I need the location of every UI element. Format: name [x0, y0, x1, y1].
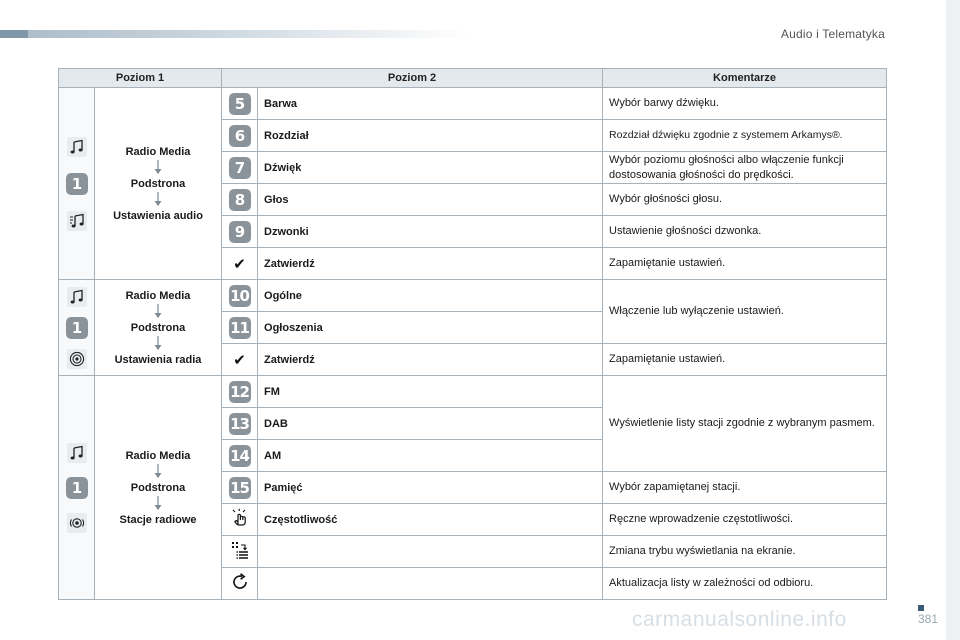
setting-name: Częstotliwość	[258, 504, 603, 536]
level1-icons-stations	[59, 376, 95, 600]
down-arrow-icon	[153, 464, 163, 480]
setting-comment: Wybór zapamiętanej stacji.	[603, 472, 887, 504]
path-step: Radio Media	[125, 449, 191, 462]
step-badge: 10	[230, 286, 249, 305]
path-step: Podstrona	[130, 177, 186, 190]
music-note-icon	[67, 287, 87, 307]
step-badge: 15	[230, 478, 249, 497]
level1-icons-audio	[59, 88, 95, 280]
check-icon: ✔	[233, 351, 246, 369]
setting-name	[258, 568, 603, 600]
step-badge: 9	[229, 221, 251, 243]
step-badge: 6	[229, 125, 251, 147]
check-icon: ✔	[233, 255, 246, 273]
page-number: 381	[917, 612, 938, 626]
step-badge: 12	[230, 382, 249, 401]
list-view-icon	[230, 540, 250, 560]
setting-name: Rozdział	[258, 120, 603, 152]
path-step: Podstrona	[130, 321, 186, 334]
header-level2: Poziom 2	[222, 69, 603, 88]
level-badge: 1	[66, 317, 88, 339]
down-arrow-icon	[153, 496, 163, 512]
setting-comment: Ręczne wprowadzenie częstotliwości.	[603, 504, 887, 536]
down-arrow-icon	[153, 192, 163, 208]
page-edge-strip	[946, 0, 960, 640]
step-badge: 11	[230, 318, 249, 337]
table-row	[59, 88, 887, 120]
level1-icons-radio-settings	[59, 280, 95, 376]
level-badge: 1	[66, 477, 88, 499]
level1-path-radio-settings	[95, 280, 222, 376]
setting-comment: Zapamiętanie ustawień.	[603, 344, 887, 376]
level-badge: 1	[66, 173, 88, 195]
setting-comment: Aktualizacja listy w zależności od odbioru.	[603, 568, 887, 600]
radio-icon	[67, 349, 87, 369]
path-step: Radio Media	[125, 289, 191, 302]
setting-name: Ogłoszenia	[258, 312, 603, 344]
music-note-icon	[67, 443, 87, 463]
step-badge: 7	[229, 157, 251, 179]
setting-name: Zatwierdź	[258, 248, 603, 280]
setting-comment: Zapamiętanie ustawień.	[603, 248, 887, 280]
table-row	[59, 376, 887, 408]
setting-name: Ogólne	[258, 280, 603, 312]
setting-name	[258, 536, 603, 568]
setting-comment: Zmiana trybu wyświetlania na ekranie.	[603, 536, 887, 568]
header-bar	[0, 30, 470, 38]
table-row	[59, 280, 887, 312]
setting-name: Pamięć	[258, 472, 603, 504]
setting-name: Barwa	[258, 88, 603, 120]
path-step: Radio Media	[125, 145, 191, 158]
music-note-icon	[67, 137, 87, 157]
hand-touch-icon	[230, 508, 250, 528]
setting-name: Dzwonki	[258, 216, 603, 248]
down-arrow-icon	[153, 304, 163, 320]
header-comments: Komentarze	[603, 69, 887, 88]
setting-comment: Włączenie lub wyłączenie ustawień.	[603, 280, 887, 344]
level1-path-stations	[95, 376, 222, 600]
header-level1: Poziom 1	[59, 69, 222, 88]
path-step: Podstrona	[130, 481, 186, 494]
section-title: Audio i Telematyka	[780, 27, 885, 41]
music-settings-icon	[67, 211, 87, 231]
down-arrow-icon	[153, 160, 163, 176]
setting-name: AM	[258, 440, 603, 472]
path-step: Ustawienia radia	[114, 353, 202, 366]
down-arrow-icon	[153, 336, 163, 352]
setting-comment: Wybór poziomu głośności albo włączenie funkcji dostosowania głośności do prędkości.	[603, 152, 887, 184]
path-step: Ustawienia audio	[113, 209, 203, 222]
table-header-row	[59, 69, 887, 88]
step-badge: 8	[229, 189, 251, 211]
level1-path-audio	[95, 88, 222, 280]
step-badge: 14	[230, 446, 249, 465]
page-marker	[918, 605, 924, 611]
setting-comment: Ustawienie głośności dzwonka.	[603, 216, 887, 248]
setting-comment: Rozdział dźwięku zgodnie z systemem Arkamys®.	[603, 120, 887, 152]
setting-comment: Wyświetlenie listy stacji zgodnie z wybranym pasmem.	[603, 376, 887, 472]
setting-name: Głos	[258, 184, 603, 216]
setting-comment: Wybór barwy dźwięku.	[603, 88, 887, 120]
setting-comment: Wybór głośności głosu.	[603, 184, 887, 216]
refresh-icon	[230, 572, 250, 592]
step-badge: 5	[229, 93, 251, 115]
setting-name: Dźwięk	[258, 152, 603, 184]
radio-icon	[67, 513, 87, 533]
step-badge: 13	[230, 414, 249, 433]
setting-name: DAB	[258, 408, 603, 440]
setting-name: Zatwierdź	[258, 344, 603, 376]
setting-name: FM	[258, 376, 603, 408]
settings-table	[58, 68, 887, 600]
watermark: carmanualsonline.info	[632, 608, 847, 631]
path-step: Stacje radiowe	[119, 513, 197, 526]
